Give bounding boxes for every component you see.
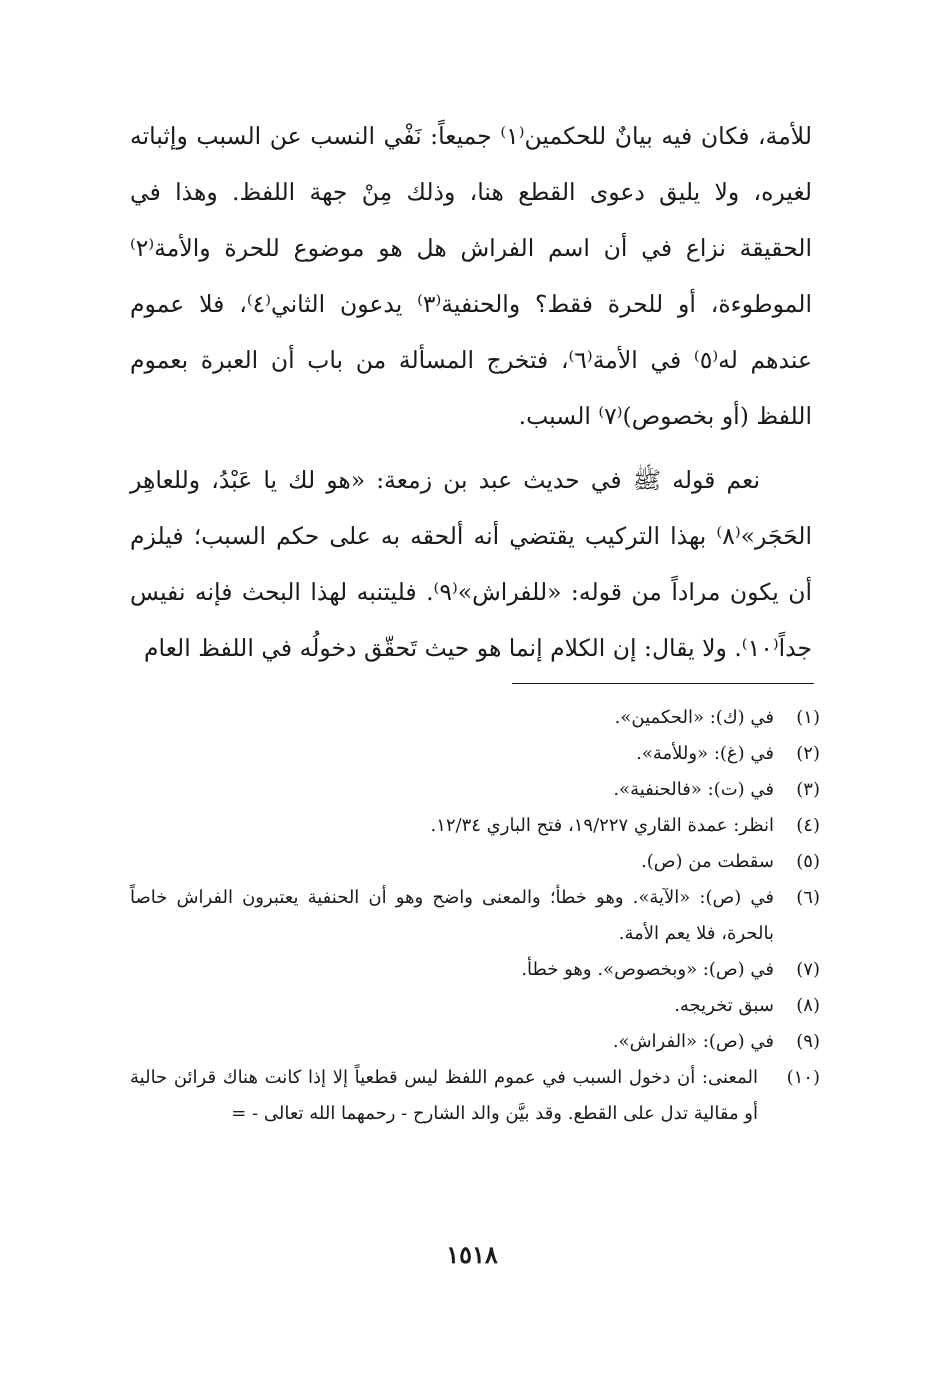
paragraph-gap [130, 444, 812, 452]
footnote-item [130, 952, 820, 988]
footnote-item [130, 808, 820, 844]
footnote-item [130, 1024, 820, 1060]
footnote-number: (٣) [796, 779, 820, 800]
footnote-number: (٦) [796, 887, 820, 908]
footnote-text: انظر: عمدة القاري ١٩/٢٢٧، فتح الباري ١٢/٣٤. [430, 815, 774, 836]
footnote-item [130, 772, 820, 808]
footnote-item [130, 1060, 820, 1132]
footnote-text: في (ص): «الآية». وهو خطأ؛ والمعنى واضح وهو أن الحنفية يعتبرون الفراش خاصاً بالحرة، فلا يعم الأمة. [130, 887, 774, 944]
footnote-text: في (ص): «وبخصوص». وهو خطأ. [521, 959, 774, 980]
main-text-body [130, 108, 812, 676]
footnote-item [130, 736, 820, 772]
footnote-number: (٥) [796, 851, 820, 872]
footnote-number: (٤) [796, 815, 820, 836]
footnote-number: (٢) [796, 743, 820, 764]
footnotes-section [130, 700, 820, 1132]
page-number: ١٥١٨ [446, 1240, 498, 1269]
footnote-separator [512, 683, 814, 684]
footnote-text: سقطت من (ص). [641, 851, 774, 872]
footnote-number: (١٠) [786, 1067, 820, 1088]
footnote-number: (١) [796, 707, 820, 728]
paragraph-2: نعم قوله ﷺ في حديث عبد بن زمعة: «هو لك يا عَبْدُ، وللعاهِر الحَجَر»⁽٨⁾ بهذا التركيب يقتضي أنه ألحقه به على حكم السبب؛ فيلزم أن يكون مراداً من قوله: «للفراش»⁽٩⁾. فليتنبه لهذا البحث فإنه نفيس جداً⁽١٠⁾. ولا يقال: إن الكلام إنما هو حيث تَحقّق دخولُه في اللفظ العام [130, 466, 812, 662]
footnote-item [130, 880, 820, 952]
footnote-number: (٩) [796, 1031, 820, 1052]
footnote-text: في (ص): «الفراش». [612, 1031, 774, 1052]
footnote-text: في (غ): «وللأمة». [636, 743, 774, 764]
footnote-item [130, 844, 820, 880]
footnote-number: (٨) [796, 995, 820, 1016]
footnote-text: في (ت): «فالحنفية». [613, 779, 774, 800]
footnote-item [130, 988, 820, 1024]
paragraph-1: للأمة، فكان فيه بيانٌ للحكمين⁽١⁾ جميعاً: نَفْي النسب عن السبب وإثباته لغيره، ولا يليق دعوى القطع هنا، وذلك مِنْ جهة اللفظ. وهذا في الحقيقة نزاع في أن اسم الفراش هل هو موضوع للحرة والأمة⁽٢⁾ الموطوءة، أو للحرة فقط؟ والحنفية⁽٣⁾ يدعون الثاني⁽٤⁾، فلا عموم عندهم له⁽٥⁾ في الأمة⁽٦⁾، فتخرج المسألة من باب أن العبرة بعموم اللفظ (أو بخصوص)⁽٧⁾ السبب. [130, 122, 812, 430]
footnote-text: سبق تخريجه. [674, 995, 774, 1016]
footnote-item [130, 700, 820, 736]
footnote-text: المعنى: أن دخول السبب في عموم اللفظ ليس قطعياً إلا إذا كانت هناك قرائن حالية أو مقالية تدل على القطع. وقد بيَّن والد الشارح - رحمهما الله تعالى - = [130, 1067, 758, 1124]
footnote-number: (٧) [796, 959, 820, 980]
footnote-text: في (ك): «الحكمين». [614, 707, 774, 728]
